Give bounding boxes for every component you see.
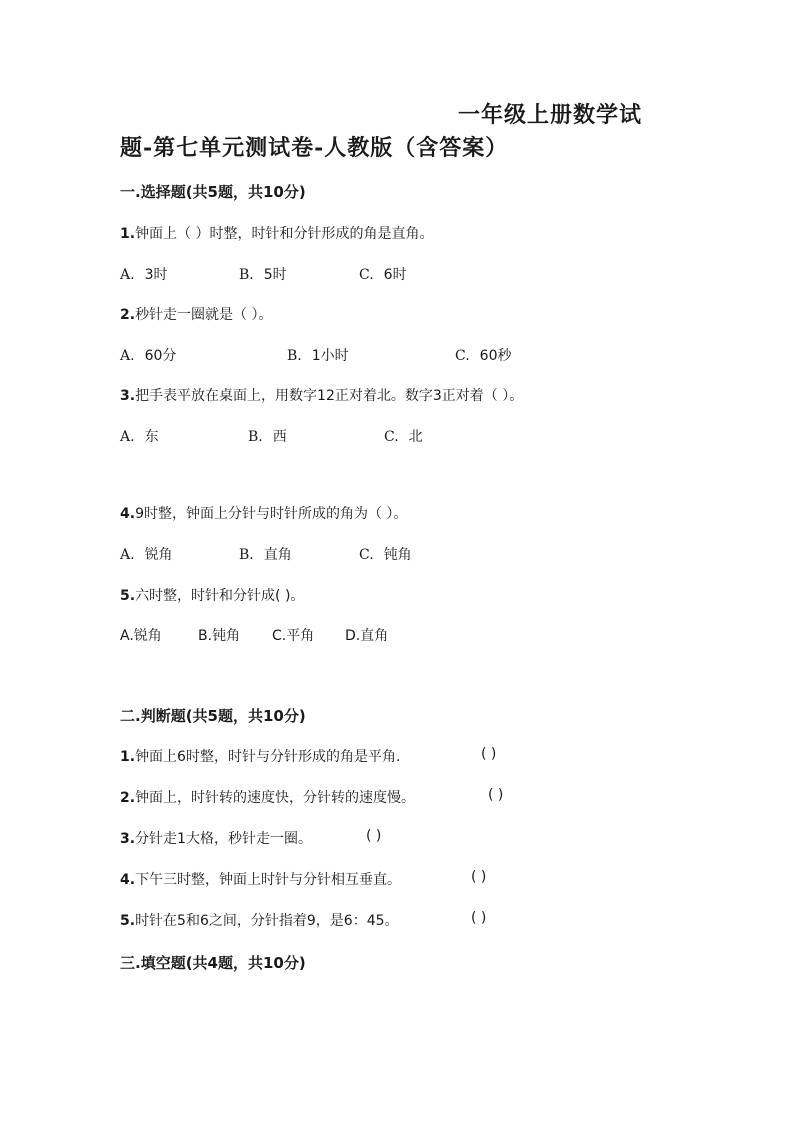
option-letter: A. — [120, 429, 135, 445]
question-number: 2. — [120, 307, 136, 323]
choice-2-option-c[interactable] — [455, 345, 512, 365]
option-text: 锐角 — [144, 547, 173, 563]
option-letter: B. — [198, 628, 213, 644]
judge-question-1 — [120, 746, 400, 766]
question-text: 秒针走一圈就是（ ）。 — [135, 307, 273, 323]
judge-question-5 — [120, 910, 399, 930]
option-text: 北 — [408, 429, 423, 445]
choice-4-option-c[interactable] — [359, 544, 412, 564]
choice-question-2 — [120, 304, 273, 324]
option-letter: A. — [120, 348, 135, 364]
option-letter: C. — [272, 628, 287, 644]
section-heading-judge: 二.判断题(共5题，共10分) — [120, 707, 306, 725]
option-text: 直角 — [263, 547, 292, 563]
option-text: 5时 — [263, 267, 287, 283]
option-text: 钝角 — [212, 628, 241, 644]
option-letter: A. — [120, 267, 135, 283]
question-number: 1. — [120, 226, 136, 242]
judge-3-answer-blank[interactable]: ( ) — [366, 828, 382, 844]
judge-2-answer-blank[interactable]: ( ) — [488, 787, 504, 803]
choice-1-option-a[interactable] — [120, 264, 167, 284]
choice-4-option-a[interactable] — [120, 544, 173, 564]
option-text: 60分 — [144, 348, 177, 364]
choice-question-1 — [120, 223, 434, 243]
choice-question-5 — [120, 585, 304, 605]
question-text: 钟面上6时整，时针与分针形成的角是平角. — [135, 749, 401, 765]
option-letter: D. — [345, 628, 361, 644]
option-text: 平角 — [286, 628, 315, 644]
question-number: 5. — [120, 588, 136, 604]
question-text: 六时整，时针和分针成( )。 — [135, 588, 305, 604]
choice-2-option-a[interactable] — [120, 345, 176, 365]
page-title-line-1: 一年级上册数学试 — [458, 102, 643, 128]
option-text: 直角 — [360, 628, 389, 644]
option-letter: C. — [359, 267, 374, 283]
question-number: 4. — [120, 506, 136, 522]
choice-4-option-b[interactable] — [239, 544, 292, 564]
question-text: 分针走1大格，秒针走一圈。 — [135, 831, 312, 847]
question-number: 1. — [120, 749, 136, 765]
page-title-line-2: 题-第七单元测试卷-人教版（含答案） — [120, 135, 509, 161]
question-number: 4. — [120, 872, 136, 888]
choice-1-option-b[interactable] — [239, 264, 287, 284]
option-text: 西 — [272, 429, 287, 445]
option-text: 3时 — [144, 267, 168, 283]
judge-question-2 — [120, 787, 415, 807]
choice-2-option-b[interactable] — [287, 345, 349, 365]
choice-3-option-a[interactable] — [120, 426, 159, 446]
option-letter: C. — [359, 547, 374, 563]
choice-1-option-c[interactable] — [359, 264, 407, 284]
choice-5-option-c[interactable] — [272, 625, 314, 645]
option-letter: B. — [287, 348, 302, 364]
option-text: 6时 — [383, 267, 407, 283]
choice-5-option-a[interactable] — [120, 625, 162, 645]
question-text: 把手表平放在桌面上，用数字12正对着北。数字3正对着（ ）。 — [135, 388, 524, 404]
judge-question-3 — [120, 828, 312, 848]
option-letter: B. — [248, 429, 263, 445]
question-text: 下午三时整，钟面上时针与分针相互垂直。 — [135, 872, 402, 888]
question-text: 钟面上（ ）时整，时针和分针形成的角是直角。 — [135, 226, 434, 242]
option-text: 60秒 — [479, 348, 512, 364]
option-text: 锐角 — [133, 628, 162, 644]
option-text: 东 — [144, 429, 159, 445]
choice-question-3 — [120, 385, 523, 405]
option-letter: C. — [384, 429, 399, 445]
option-text: 钝角 — [383, 547, 412, 563]
judge-question-4 — [120, 869, 401, 889]
option-letter: C. — [455, 348, 470, 364]
judge-4-answer-blank[interactable]: ( ) — [471, 869, 487, 885]
question-number: 3. — [120, 831, 136, 847]
option-letter: A. — [120, 628, 134, 644]
section-heading-fill: 三.填空题(共4题，共10分) — [120, 954, 306, 972]
choice-question-4 — [120, 503, 407, 523]
question-text: 时针在5和6之间，分针指着9，是6：45。 — [135, 913, 399, 929]
option-letter: B. — [239, 267, 254, 283]
section-heading-choice: 一.选择题(共5题，共10分) — [120, 183, 306, 201]
question-number: 2. — [120, 790, 136, 806]
option-letter: A. — [120, 547, 135, 563]
option-text: 1小时 — [311, 348, 349, 364]
option-letter: B. — [239, 547, 254, 563]
question-number: 5. — [120, 913, 136, 929]
question-text: 钟面上，时针转的速度快，分针转的速度慢。 — [135, 790, 416, 806]
choice-5-option-d[interactable] — [345, 625, 388, 645]
choice-3-option-b[interactable] — [248, 426, 287, 446]
question-text: 9时整，钟面上分针与时针所成的角为（ ）。 — [135, 506, 408, 522]
judge-1-answer-blank[interactable]: ( ) — [481, 746, 497, 762]
choice-5-option-b[interactable] — [198, 625, 240, 645]
question-number: 3. — [120, 388, 136, 404]
judge-5-answer-blank[interactable]: ( ) — [471, 910, 487, 926]
choice-3-option-c[interactable] — [384, 426, 423, 446]
